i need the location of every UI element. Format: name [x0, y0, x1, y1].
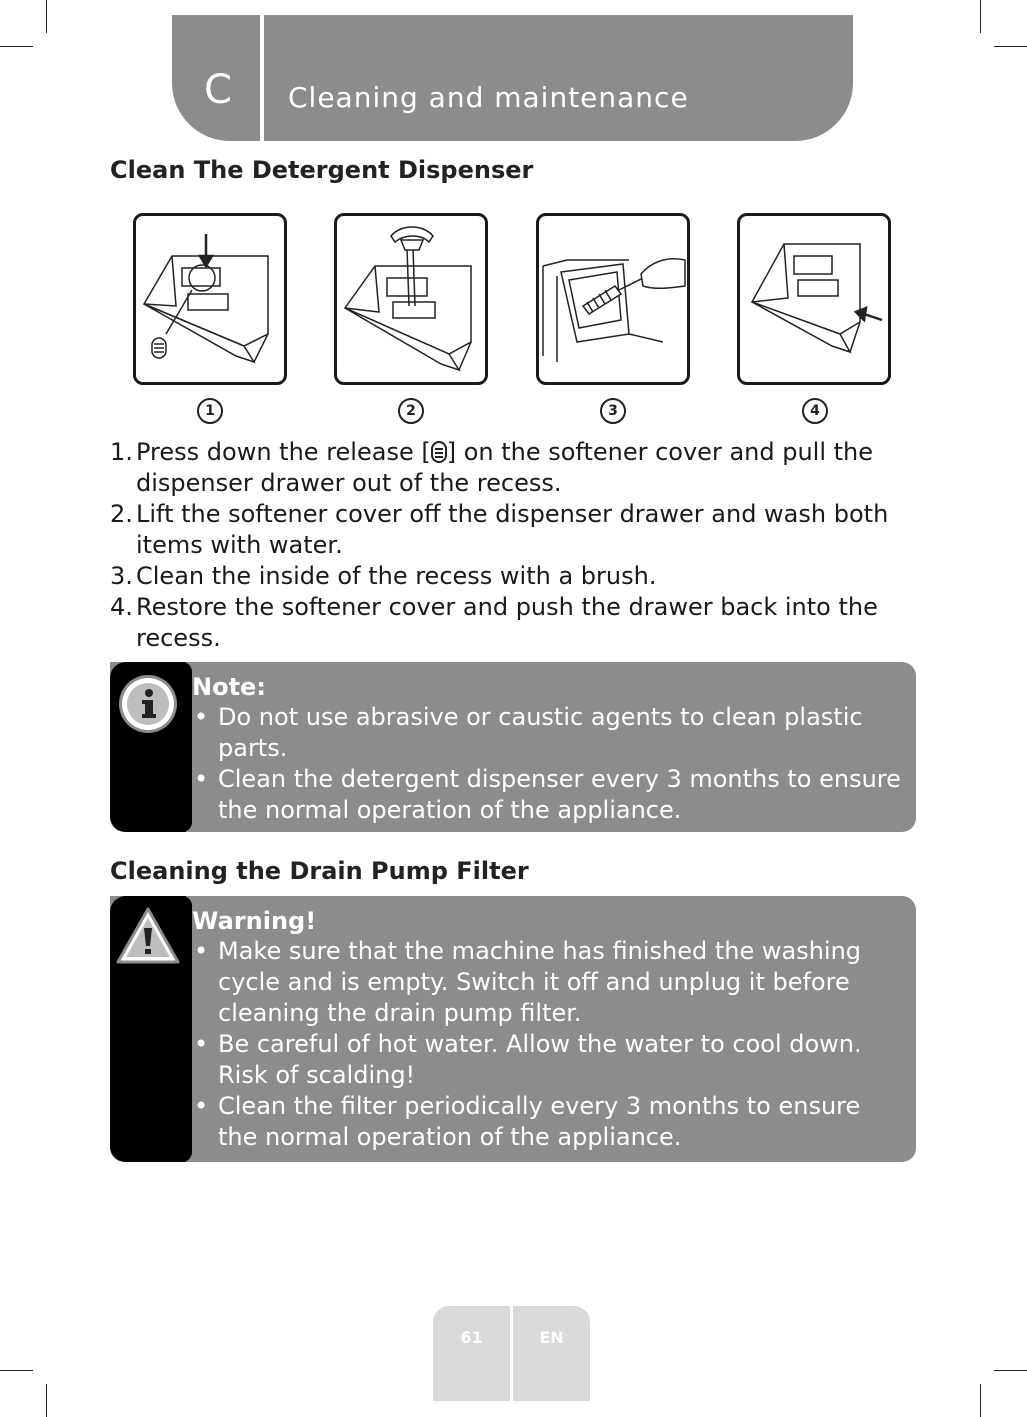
warning-box — [110, 896, 916, 1162]
crop-mark — [46, 1384, 47, 1417]
illustration-panel-4 — [737, 213, 891, 385]
chapter-header — [172, 15, 853, 141]
crop-mark — [980, 1384, 981, 1417]
note-title: Note: — [192, 673, 266, 701]
brush-recess-illustration — [539, 216, 687, 382]
section-title-drain-pump: Cleaning the Drain Pump Filter — [110, 857, 529, 885]
step-number: 3. — [110, 562, 133, 590]
page-number: 61 — [433, 1306, 510, 1401]
note-icon-bar — [110, 662, 186, 832]
list-item: • Do not use abrasive or caustic agents to clean plastic parts. — [192, 702, 904, 764]
step-text-part: ] on the softener cover and pull the dispenser drawer out of the recess. — [136, 438, 874, 497]
list-item — [110, 592, 920, 654]
step-text — [136, 437, 920, 499]
step-label-4: 4 — [802, 398, 828, 424]
chapter-title: Cleaning and maintenance — [288, 81, 689, 114]
push-drawer-illustration — [740, 216, 888, 382]
list-item: • Be careful of hot water. Allow the water to cool down. Risk of scalding! — [192, 1029, 904, 1091]
step-text: Lift the softener cover off the dispenser drawer and wash both items with water. — [136, 500, 889, 559]
warning-icon-bar — [110, 896, 186, 1162]
step-text: Restore the softener cover and push the drawer back into the recess. — [136, 593, 878, 652]
step-list — [110, 437, 920, 654]
crop-mark — [994, 46, 1027, 47]
warning-title: Warning! — [192, 907, 317, 935]
chapter-letter: C — [204, 67, 232, 113]
note-box — [110, 662, 916, 832]
list-item — [110, 437, 920, 499]
illustration-panel-3 — [536, 213, 690, 385]
step-label-1: 1 — [197, 398, 223, 424]
warning-content — [192, 906, 904, 1153]
drawer-release-illustration — [136, 216, 284, 382]
language-label: EN — [513, 1306, 590, 1401]
release-icon — [431, 441, 447, 463]
step-text-part: Press down the release [ — [136, 438, 431, 466]
note-list — [192, 702, 904, 826]
list-item — [110, 499, 920, 561]
step-number: 2. — [110, 500, 133, 528]
warning-list — [192, 936, 904, 1153]
crop-mark — [0, 1370, 33, 1371]
crop-mark — [46, 0, 47, 33]
warning-icon — [115, 906, 181, 966]
illustration-panel-2 — [334, 213, 488, 385]
section-title-dispenser: Clean The Detergent Dispenser — [110, 156, 534, 184]
lift-cover-illustration — [337, 216, 485, 382]
header-divider — [260, 15, 264, 141]
crop-mark — [0, 46, 33, 47]
step-label-3: 3 — [600, 398, 626, 424]
crop-mark — [980, 0, 981, 33]
list-item: • Clean the detergent dispenser every 3 months to ensure the normal operation of the appliance. — [192, 764, 904, 826]
step-number: 1. — [110, 438, 133, 466]
note-content — [192, 672, 904, 826]
crop-mark — [994, 1370, 1027, 1371]
list-item: • Make sure that the machine has finished the washing cycle and is empty. Switch it off and unplug it before cleaning the drain pump filter. — [192, 936, 904, 1029]
illustration-panel-1 — [133, 213, 287, 385]
list-item: • Clean the filter periodically every 3 months to ensure the normal operation of the appliance. — [192, 1091, 904, 1153]
list-item — [110, 561, 920, 592]
info-icon — [116, 672, 180, 736]
step-number: 4. — [110, 593, 133, 621]
step-text: Clean the inside of the recess with a brush. — [136, 562, 657, 590]
step-label-2: 2 — [398, 398, 424, 424]
